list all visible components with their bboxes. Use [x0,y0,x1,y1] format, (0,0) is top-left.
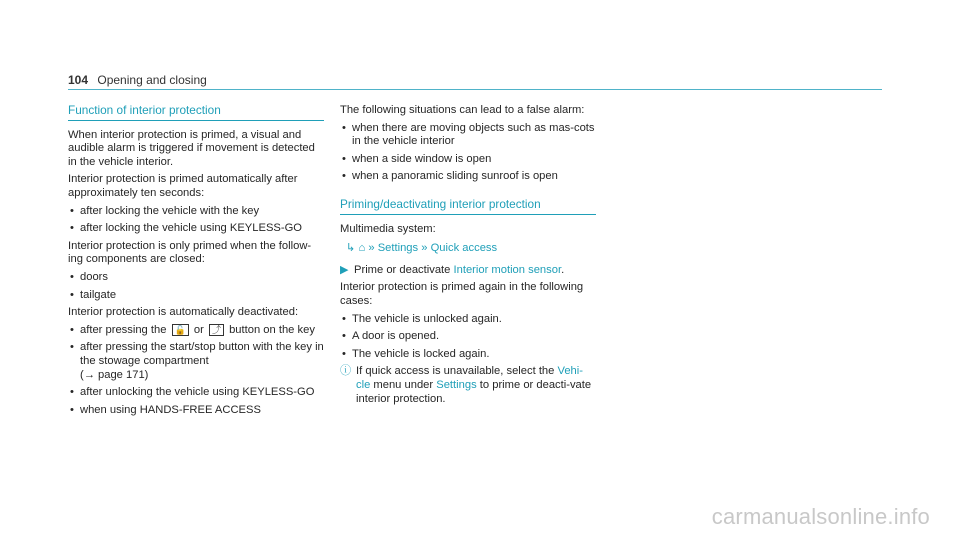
multimedia-label: Multimedia system: [340,222,436,235]
chevron-right-icon: » [421,242,428,255]
watermark: carmanualsonline.info [711,504,930,529]
chevron-right-icon: » [368,242,375,255]
list-item: • after unlocking the vehicle using KEYLESS-GO [68,386,324,400]
list-item: • The vehicle is locked again. [340,348,596,362]
paragraph: Interior protection is primed again in the following cases: [340,281,584,307]
path-settings: Settings [377,242,419,255]
list-item: • doors [68,271,324,285]
bullet-list [340,313,596,362]
left-column [68,104,324,421]
tailgate-icon: ⤴ [209,324,224,336]
list-item: • when a panoramic sliding sunroof is open [340,170,596,184]
bullet-list [68,205,324,236]
page-header [68,73,207,87]
unlock-icon: 🔓 [172,324,189,336]
section-title-function: Function of interior protection [68,104,324,121]
home-icon: ⌂ [358,242,366,255]
header-divider [68,89,882,90]
paragraph: Interior protection is only primed when the follow-ing components are closed: [68,239,312,266]
paragraph: The following situations can lead to a false alarm: [340,104,585,116]
paragraph: When interior protection is primed, a visual and audible alarm is triggered if movement is detected in the vehicle interior. [68,128,315,168]
info-icon: ⓘ [340,365,352,378]
section-title-priming: Priming/deactivating interior protection [340,198,596,215]
paragraph: Interior protection is primed automatically after approximately ten seconds: [68,173,298,199]
page-number: 104 [68,73,89,87]
list-item: • when there are moving objects such as mas-cots in the vehicle interior [340,122,596,149]
menu-path [340,242,596,256]
bullet-list [68,271,324,302]
interior-motion-sensor-link: Interior motion sensor [453,263,562,276]
list-item: • after pressing the 🔓 or ⤴ button on the key [68,324,324,338]
info-note: ⓘ If quick access is unavailable, select the Vehi-cle menu under Settings to prime or deacti-vate interior protection. [340,365,592,405]
paragraph: Interior protection is automatically deactivated: [68,306,299,319]
list-item: • A door is opened. [340,330,596,344]
list-item: • after locking the vehicle with the key [68,205,324,219]
path-arrow-icon: ↳ [346,242,356,255]
bullet-list [68,324,324,418]
list-item: • after locking the vehicle using KEYLESS-GO [68,222,324,236]
chapter-title: Opening and closing [97,73,207,87]
instruction-step: ▶ Prime or deactivate Interior motion sensor. [340,263,565,276]
step-arrow-icon: ▶ [340,263,349,276]
list-item: • tailgate [68,289,324,303]
right-column [340,104,596,406]
list-item: • when using HANDS-FREE ACCESS [68,404,324,418]
list-item: • after pressing the start/stop button with the key in the stowage compartment (→ page 171) [68,341,324,382]
list-item: • The vehicle is unlocked again. [340,313,596,327]
bullet-list [340,122,596,184]
page-reference: (→ page 171) [80,368,149,381]
list-item: • when a side window is open [340,153,596,167]
path-quick-access: Quick access [430,242,498,255]
